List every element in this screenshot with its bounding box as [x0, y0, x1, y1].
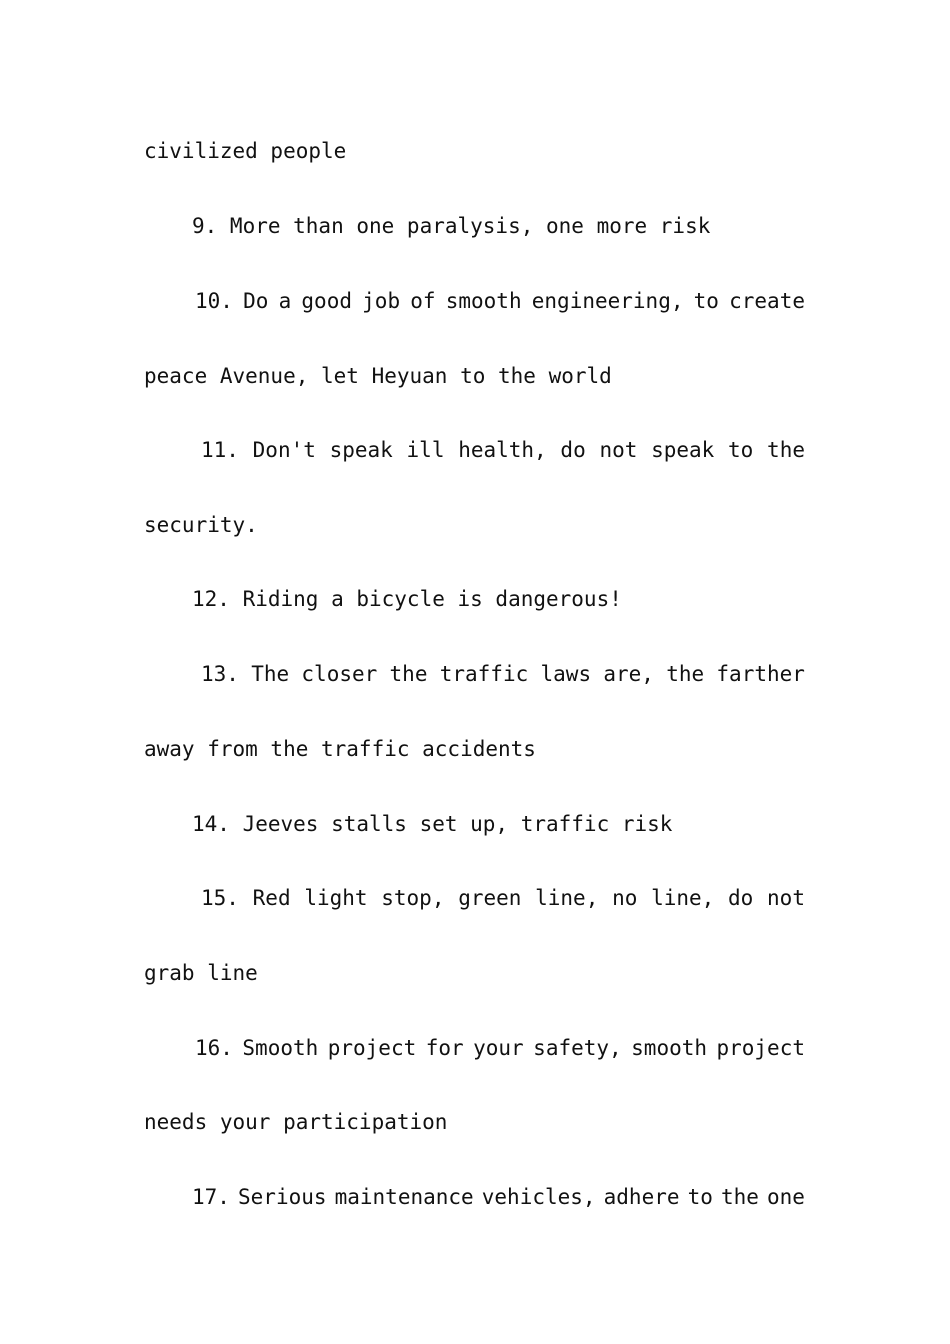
word: one [766, 1185, 805, 1209]
text-line: 9. More than one paralysis, one more risk [192, 214, 711, 238]
text-line [195, 1034, 805, 1062]
word: not [599, 438, 638, 462]
text-line [201, 436, 805, 464]
word: ill [406, 438, 445, 462]
text-line [195, 287, 805, 315]
text-line [201, 660, 805, 688]
word: speak [651, 438, 715, 462]
word: engineering, [531, 289, 684, 313]
word: for [425, 1036, 464, 1060]
text-line: peace Avenue, let Heyuan to the world [144, 364, 612, 388]
word: 16. [195, 1036, 233, 1060]
word: the [666, 662, 705, 686]
text-line: 14. Jeeves stalls set up, traffic risk [192, 812, 673, 836]
word: line, [651, 886, 715, 910]
word: safety, [533, 1036, 622, 1060]
word: your [473, 1036, 524, 1060]
text-line: security. [144, 513, 258, 537]
word: do [728, 886, 754, 910]
word: of [410, 289, 436, 313]
word: the [389, 662, 428, 686]
word: 13. [201, 662, 239, 686]
word: the [720, 1185, 759, 1209]
word: to [687, 1185, 713, 1209]
word: Smooth [242, 1036, 319, 1060]
word: Serious [238, 1185, 327, 1209]
word: not [767, 886, 805, 910]
word: smooth [445, 289, 522, 313]
word: 10. [195, 289, 233, 313]
text-line: away from the traffic accidents [144, 737, 536, 761]
word: project [327, 1036, 417, 1060]
word: vehicles, [481, 1185, 596, 1209]
word: stop, [381, 886, 445, 910]
word: adhere [603, 1185, 680, 1209]
word: a [278, 289, 292, 313]
text-line: civilized people [144, 139, 347, 163]
text-line [201, 884, 805, 912]
word: to [728, 438, 754, 462]
word: Don't [252, 438, 316, 462]
word: 15. [201, 886, 239, 910]
word: 17. [192, 1185, 230, 1209]
word: speak [329, 438, 393, 462]
word: farther [716, 662, 805, 686]
word: create [729, 289, 805, 313]
word: the [767, 438, 805, 462]
word: project [716, 1036, 805, 1060]
text-line [192, 1183, 805, 1211]
word: The [251, 662, 290, 686]
word: green [458, 886, 522, 910]
word: 11. [201, 438, 239, 462]
word: are, [603, 662, 654, 686]
word: no [612, 886, 638, 910]
word: maintenance [334, 1185, 474, 1209]
word: do [560, 438, 586, 462]
word: line, [535, 886, 599, 910]
text-line: grab line [144, 961, 258, 985]
word: closer [301, 662, 378, 686]
text-line: needs your participation [144, 1110, 448, 1134]
text-line: 12. Riding a bicycle is dangerous! [192, 587, 622, 611]
word: health, [458, 438, 547, 462]
word: laws [540, 662, 592, 686]
word: light [304, 886, 368, 910]
word: traffic [439, 662, 529, 686]
word: to [693, 289, 719, 313]
word: smooth [631, 1036, 708, 1060]
word: good [301, 289, 352, 313]
word: Do [243, 289, 269, 313]
word: Red [252, 886, 291, 910]
word: job [362, 289, 401, 313]
